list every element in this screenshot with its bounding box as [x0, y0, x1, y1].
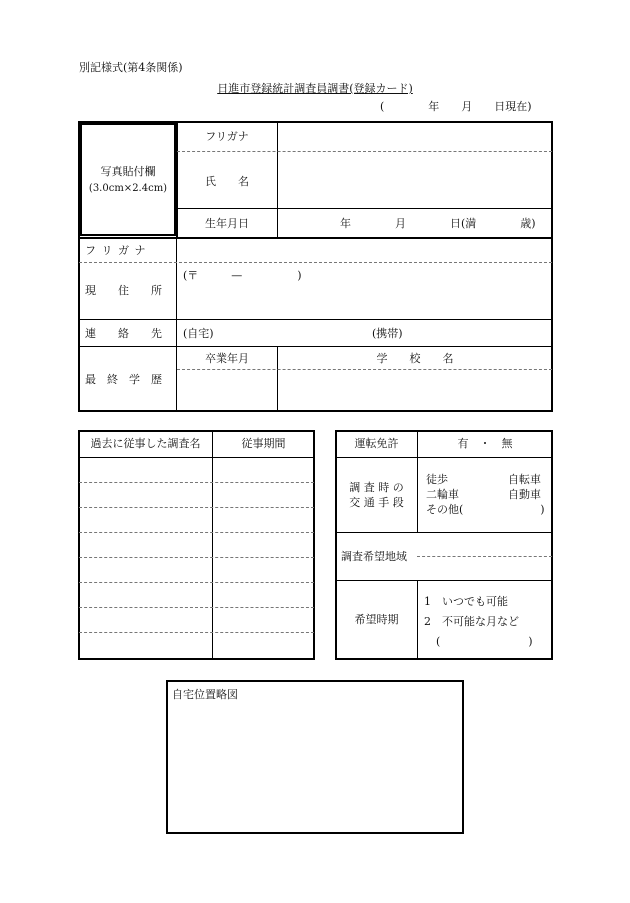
postal-code-field[interactable]: (〒 — ) — [183, 269, 302, 282]
license-label: 運転免許 — [354, 437, 399, 450]
photo-label: 写真貼付欄 — [100, 165, 156, 178]
period-label: 希望時期 — [354, 613, 399, 626]
name-label: 氏 名 — [205, 175, 249, 188]
address-label: 現 住 所 — [85, 284, 162, 297]
survey-name-header: 過去に従事した調査名 — [90, 437, 201, 450]
address-furigana-field[interactable] — [178, 239, 551, 261]
mobile-phone-label: (携帯) — [372, 327, 403, 340]
transport-option-walk[interactable]: 徒歩 — [426, 473, 448, 486]
period-option-detail[interactable]: ( ) — [436, 635, 533, 648]
as-of-date: ( 年 月 日現在) — [380, 100, 532, 113]
education-label: 最 終 学 歴 — [85, 373, 162, 386]
transport-label-line1: 調 査 時 の — [349, 481, 404, 494]
transport-option-car[interactable]: 自動車 — [508, 488, 541, 501]
transport-option-bicycle[interactable]: 自転車 — [508, 473, 541, 486]
form-title: 日進市登録統計調査員調書(登録カード) — [217, 82, 413, 95]
address-furigana-label: フ リ ガ ナ — [85, 244, 147, 257]
photo-size-label: (3.0cm×2.4cm) — [88, 183, 168, 194]
graduation-date-header: 卒業年月 — [205, 352, 249, 365]
birthdate-field[interactable]: 年 月 日(満 歳) — [340, 217, 536, 230]
transport-option-other[interactable]: その他( ) — [426, 503, 545, 516]
contact-label: 連 絡 先 — [85, 327, 162, 340]
period-option-anytime[interactable]: 1 いつでも可能 — [424, 595, 508, 608]
area-field[interactable] — [419, 534, 551, 578]
furigana-field[interactable] — [279, 123, 551, 150]
furigana-label: フリガナ — [205, 130, 249, 143]
transport-option-motorbike[interactable]: 二輪車 — [426, 488, 459, 501]
photo-box[interactable] — [80, 123, 176, 236]
transport-label-line2: 交 通 手 段 — [349, 496, 404, 509]
name-field[interactable] — [279, 153, 551, 207]
period-header: 従事期間 — [241, 437, 286, 450]
period-option-unavailable[interactable]: 2 不可能な月など — [424, 615, 519, 628]
birthdate-label: 生年月日 — [205, 217, 249, 230]
school-name-header: 学 校 名 — [376, 352, 454, 365]
form-reference: 別記様式(第4条関係) — [79, 61, 183, 74]
license-value[interactable]: 有 ・ 無 — [457, 437, 513, 450]
home-phone-label: (自宅) — [183, 327, 214, 340]
area-label: 調査希望地域 — [341, 550, 407, 563]
home-location-map-label: 自宅位置略図 — [172, 688, 238, 701]
home-location-map-box[interactable] — [166, 680, 464, 834]
